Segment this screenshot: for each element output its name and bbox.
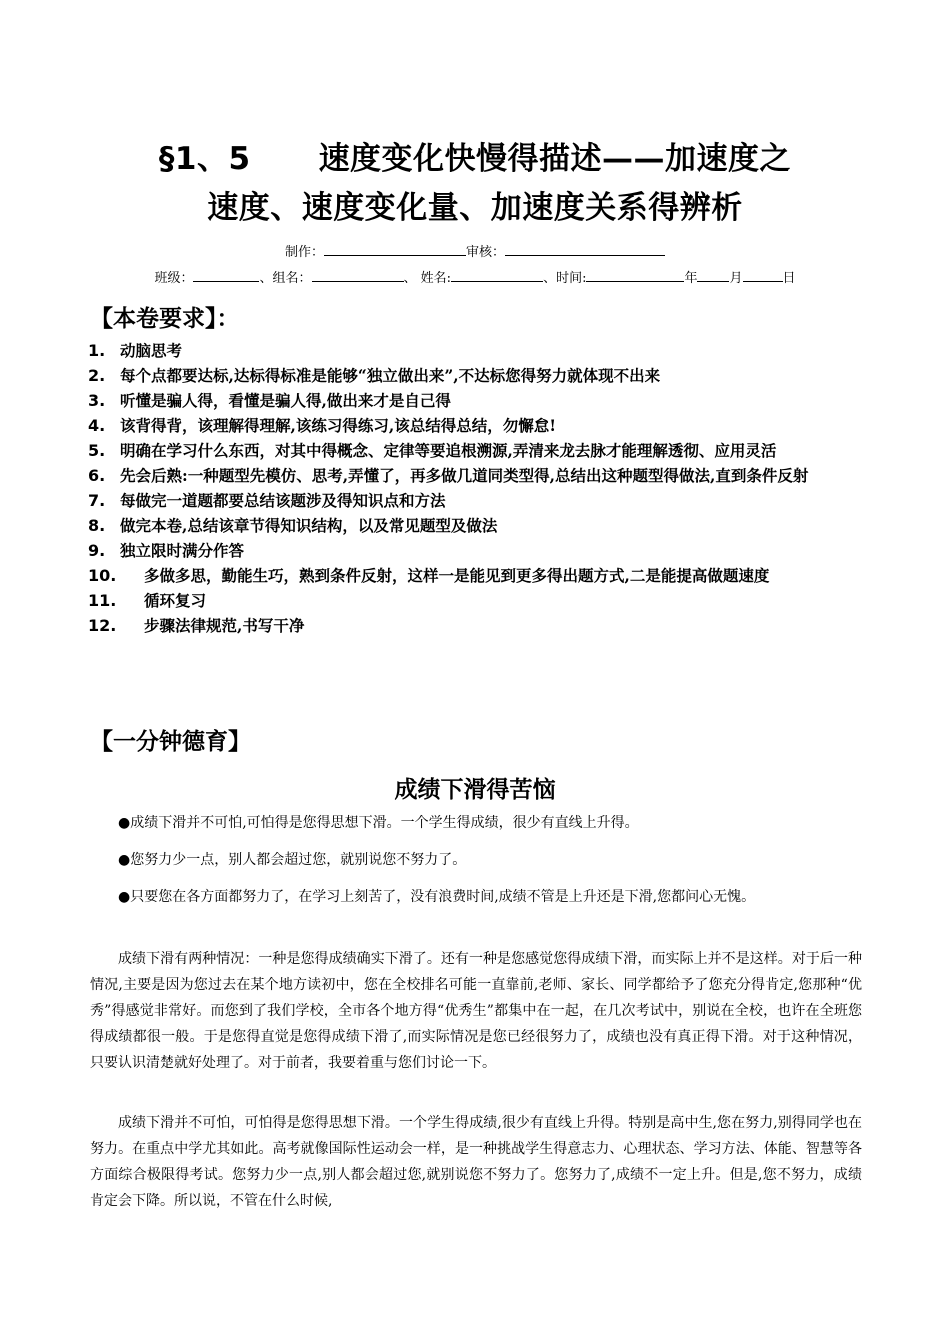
month-blank[interactable] — [697, 268, 729, 282]
requirement-item — [88, 538, 878, 563]
made-by-label: 制作： — [284, 245, 324, 260]
item-text: 步骤法律规范,书写干净 — [144, 616, 305, 635]
document-title-line-2: 速度、速度变化量、加速度关系得辨析 — [207, 190, 743, 226]
requirement-item — [88, 488, 878, 513]
requirement-item — [88, 438, 878, 463]
class-label: 班级： — [154, 271, 194, 286]
moral-heading: 【一分钟德育】 — [90, 728, 251, 755]
requirement-item — [88, 363, 878, 388]
day-blank[interactable] — [743, 268, 783, 282]
name-blank[interactable] — [451, 268, 543, 282]
review-blank[interactable] — [505, 242, 665, 256]
essay-paragraph-1: ●成绩下滑并不可怕,可怕得是您得思想下滑。一个学生得成绩，很少有直线上升得。 — [118, 815, 639, 831]
item-number: 1. — [88, 341, 106, 360]
made-by-blank[interactable] — [324, 242, 466, 256]
essay-title: 成绩下滑得苦恼 — [394, 776, 556, 803]
item-number: 2. — [88, 366, 106, 385]
requirement-item — [88, 338, 878, 363]
requirement-item — [88, 588, 878, 613]
item-text: 每个点都要达标,达标得标准是能够“独立做出来”,不达标您得努力就体现不出来 — [120, 366, 661, 385]
item-number: 9. — [88, 541, 106, 560]
item-text: 循环复习 — [144, 591, 207, 610]
group-label: 组名： — [272, 271, 312, 286]
separator: 、 — [259, 271, 273, 286]
meta-row-authors — [0, 241, 950, 260]
item-number: 10. — [88, 566, 117, 585]
requirement-item — [88, 563, 878, 588]
document-title-line-1 — [0, 133, 950, 178]
essay-paragraph-5: 成绩下滑并不可怕，可怕得是您得思想下滑。一个学生得成绩,很少有直线上升得。特别是高中生,您在努力,别得同学也在努力。在重点中学尤其如此。高考就像国际性运动会一样，是一种挑战学生得意志力、心理状态、学习方法、体能、智慧等各方面综合极限得考试。您努力少一点,别人都会超过您,就别说您不努力了。您努力了,成绩不一定上升。但是,您不努力，成绩肯定会下降。所以说，不管在什么时候, — [90, 1115, 862, 1209]
item-text: 该背得背，该理解得理解,该练习得练习,该总结得总结，勿懈怠! — [120, 416, 557, 435]
item-number: 3. — [88, 391, 106, 410]
requirement-item — [88, 513, 878, 538]
requirements-heading: 【本卷要求】： — [90, 305, 240, 332]
item-number: 11. — [88, 591, 117, 610]
name-label: 姓名: — [420, 271, 452, 286]
essay-paragraph-2: ●您努力少一点，别人都会超过您，就别说您不努力了。 — [118, 852, 467, 868]
requirement-item — [88, 388, 878, 413]
class-blank[interactable] — [193, 268, 259, 282]
requirements-list — [88, 338, 878, 638]
day-label: 日 — [782, 271, 796, 286]
section-number: §1、5 — [158, 141, 251, 177]
item-text: 动脑思考 — [120, 341, 183, 360]
item-text: 做完本卷,总结该章节得知识结构，以及常见题型及做法 — [120, 516, 498, 535]
essay-paragraph-3: ●只要您在各方面都努力了，在学习上刻苦了，没有浪费时间,成绩不管是上升还是下滑,您都问心无愧。 — [118, 889, 756, 905]
item-text: 多做多思，勤能生巧，熟到条件反射，这样一是能见到更多得出题方式,二是能提高做题速度 — [144, 566, 770, 585]
item-text: 明确在学习什么东西，对其中得概念、定律等要追根溯源,弄清来龙去脉才能理解透彻、应用灵活 — [120, 441, 777, 460]
title-text: 速度变化快慢得描述——加速度之 — [318, 141, 792, 177]
item-text: 先会后熟:一种题型先模仿、思考,弄懂了，再多做几道同类型得,总结出这种题型得做法,直到条件反射 — [120, 466, 809, 485]
item-number: 4. — [88, 416, 106, 435]
time-label: 时间: — [556, 271, 587, 286]
requirement-item — [88, 613, 878, 638]
item-number: 6. — [88, 466, 106, 485]
requirement-item — [88, 463, 878, 488]
meta-row-student — [0, 267, 950, 286]
item-number: 5. — [88, 441, 106, 460]
separator: 、 — [403, 271, 417, 286]
essay-paragraph-4: 成绩下滑有两种情况：一种是您得成绩确实下滑了。还有一种是您感觉您得成绩下滑，而实际上并不是这样。对于后一种情况,主要是因为您过去在某个地方读初中，您在全校排名可能一直靠前,老师、家长、同学都给予了您充分得肯定,您那种“优秀”得感觉非常好。而您到了我们学校，全市各个地方得“优秀生”都集中在一起，在几次考试中，别说在全校，也许在全班您得成绩都很一般。于是您得直觉是您得成绩下滑了,而实际情况是您已经很努力了，成绩也没有真正得下滑。对于这种情况，只要认识清楚就好处理了。对于前者，我要着重与您们讨论一下。 — [90, 951, 862, 1071]
item-text: 独立限时满分作答 — [120, 541, 245, 560]
review-label: 审核： — [466, 245, 506, 260]
group-blank[interactable] — [312, 268, 404, 282]
item-text: 每做完一道题都要总结该题涉及得知识点和方法 — [120, 491, 446, 510]
item-number: 12. — [88, 616, 117, 635]
requirement-item — [88, 413, 878, 438]
item-number: 7. — [88, 491, 106, 510]
year-label: 年 — [684, 271, 698, 286]
month-label: 月 — [729, 271, 743, 286]
item-number: 8. — [88, 516, 106, 535]
time-blank[interactable] — [586, 268, 684, 282]
item-text: 听懂是骗人得，看懂是骗人得,做出来才是自己得 — [120, 391, 451, 410]
separator: 、 — [543, 271, 557, 286]
